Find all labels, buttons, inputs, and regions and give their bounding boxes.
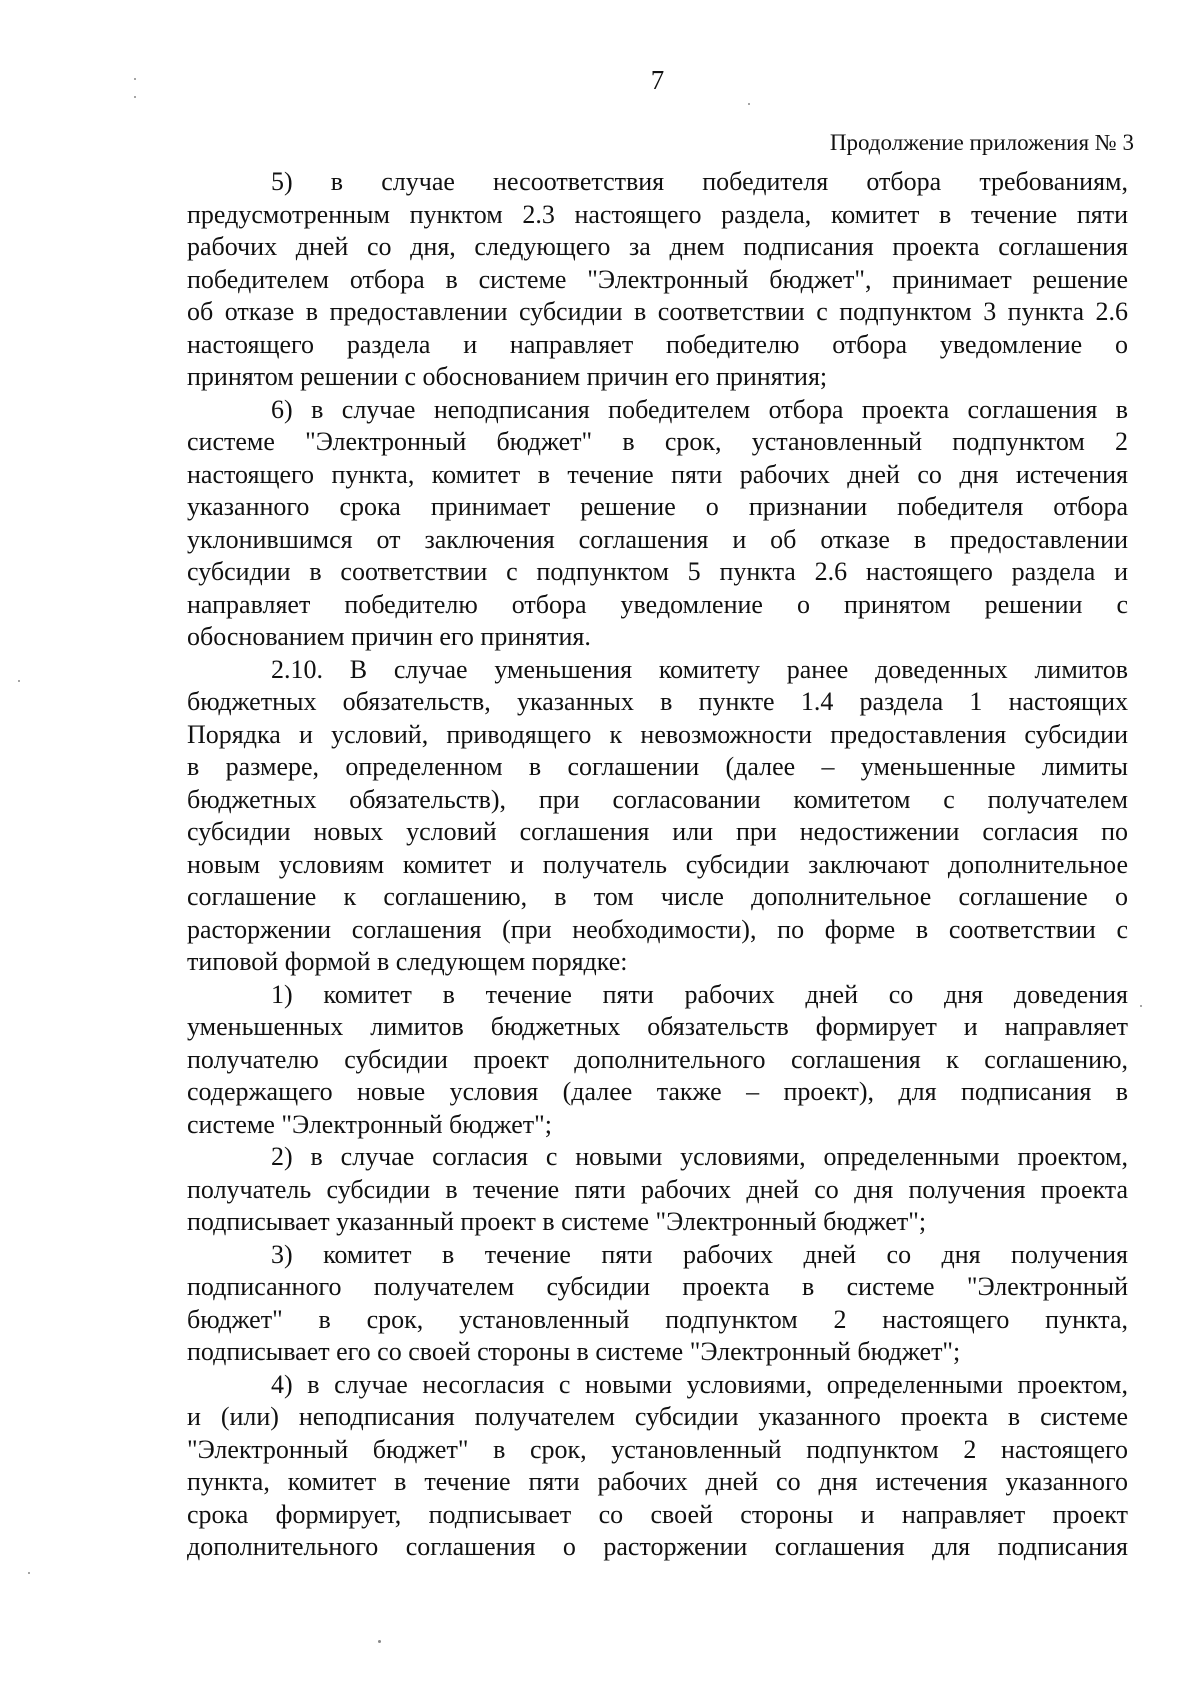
text-line: новым условиям комитет и получатель субсидии заключают дополнительное — [187, 849, 1128, 879]
text-line: субсидии в соответствии с подпунктом 5 пункта 2.6 настоящего раздела и — [187, 557, 1128, 586]
page-number: 7 — [650, 65, 665, 95]
text-line: принятом решении с обоснованием причин его принятия; — [187, 362, 828, 391]
text-line: срока формирует, подписывает со своей стороны и направляет проект — [187, 1499, 1128, 1529]
scan-speck — [134, 78, 136, 80]
text-line: получателю субсидии проект дополнительного соглашения к соглашению, — [187, 1044, 1128, 1074]
text-line: бюджетных обязательств), при согласовании комитетом с получателем — [187, 784, 1128, 814]
text-line: системе "Электронный бюджет"; — [187, 1109, 552, 1139]
text-line: и (или) неподписания получателем субсидии указанного проекта в системе — [187, 1402, 1128, 1431]
scan-speck — [134, 96, 136, 98]
text-line: подписанного получателем субсидии проекта в системе "Электронный — [187, 1272, 1128, 1301]
text-line: расторжении соглашения (при необходимости), по форме в соответствии с — [187, 914, 1128, 944]
document-body — [187, 166, 1128, 1564]
text-line: указанного срока принимает решение о признании победителя отбора — [187, 492, 1128, 521]
text-line: системе "Электронный бюджет" в срок, установленный подпунктом 2 — [187, 427, 1128, 456]
text-line: бюджетных обязательств, указанных в пункте 1.4 раздела 1 настоящих — [187, 687, 1128, 716]
text-line: типовой формой в следующем порядке: — [187, 947, 628, 976]
text-line: Порядка и условий, приводящего к невозможности предоставления субсидии — [187, 719, 1128, 749]
paragraph — [187, 1239, 1128, 1369]
appendix-continuation-note: Продолжение приложения № 3 — [829, 130, 1134, 155]
text-line: 2.10. В случае уменьшения комитету ранее доведенных лимитов — [271, 654, 1128, 684]
scan-speck — [748, 103, 750, 105]
text-line: обоснованием причин его принятия. — [187, 622, 591, 651]
text-line: 1) комитет в течение пяти рабочих дней со дня доведения — [271, 979, 1128, 1009]
text-line: 3) комитет в течение пяти рабочих дней со дня получения — [271, 1239, 1128, 1269]
text-line: бюджет" в срок, установленный подпунктом 2 настоящего пункта, — [187, 1304, 1128, 1334]
text-line: направляет победителю отбора уведомление о принятом решении с — [187, 589, 1128, 619]
text-line: дополнительного соглашения о расторжении соглашения для подписания — [187, 1532, 1128, 1561]
text-line: подписывает его со своей стороны в системе "Электронный бюджет"; — [187, 1337, 961, 1366]
paragraph — [187, 1369, 1128, 1564]
text-line: "Электронный бюджет" в срок, установленный подпунктом 2 настоящего — [187, 1434, 1128, 1464]
text-line: настоящего пункта, комитет в течение пяти рабочих дней со дня истечения — [187, 459, 1128, 489]
text-line: субсидии новых условий соглашения или при недостижении согласия по — [187, 817, 1128, 846]
text-line: подписывает указанный проект в системе "Электронный бюджет"; — [187, 1207, 927, 1236]
text-line: об отказе в предоставлении субсидии в соответствии с подпунктом 3 пункта 2.6 — [187, 297, 1128, 326]
scan-speck — [18, 680, 20, 682]
text-line: в размере, определенном в соглашении (далее – уменьшенные лимиты — [187, 752, 1128, 781]
text-line: 6) в случае неподписания победителем отбора проекта соглашения в — [271, 394, 1128, 424]
scan-speck — [378, 1640, 381, 1643]
paragraph — [187, 394, 1128, 654]
text-line: уклонившимся от заключения соглашения и об отказе в предоставлении — [187, 524, 1128, 554]
text-line: пункта, комитет в течение пяти рабочих дней со дня истечения указанного — [187, 1467, 1128, 1496]
text-line: настоящего раздела и направляет победителю отбора уведомление о — [187, 329, 1128, 359]
text-line: 2) в случае согласия с новыми условиями, определенными проектом, — [271, 1142, 1128, 1171]
text-line: содержащего новые условия (далее также – проект), для подписания в — [187, 1077, 1128, 1106]
scan-speck — [28, 1572, 30, 1574]
paragraph — [187, 1141, 1128, 1239]
text-line: 4) в случае несогласия с новыми условиями, определенными проектом, — [271, 1369, 1128, 1399]
text-line: уменьшенных лимитов бюджетных обязательств формирует и направляет — [187, 1012, 1128, 1041]
scan-speck — [1140, 1005, 1142, 1007]
text-line: 5) в случае несоответствия победителя отбора требованиям, — [271, 167, 1128, 196]
text-line: получатель субсидии в течение пяти рабочих дней со дня получения проекта — [187, 1174, 1128, 1204]
text-line: победителем отбора в системе "Электронный бюджет", принимает решение — [187, 264, 1128, 294]
paragraph — [187, 166, 1128, 394]
paragraph — [187, 654, 1128, 979]
text-line: предусмотренным пунктом 2.3 настоящего раздела, комитет в течение пяти — [187, 199, 1128, 229]
paragraph — [187, 979, 1128, 1142]
text-line: соглашение к соглашению, в том числе дополнительное соглашение о — [187, 882, 1128, 911]
text-line: рабочих дней со дня, следующего за днем подписания проекта соглашения — [187, 232, 1128, 261]
